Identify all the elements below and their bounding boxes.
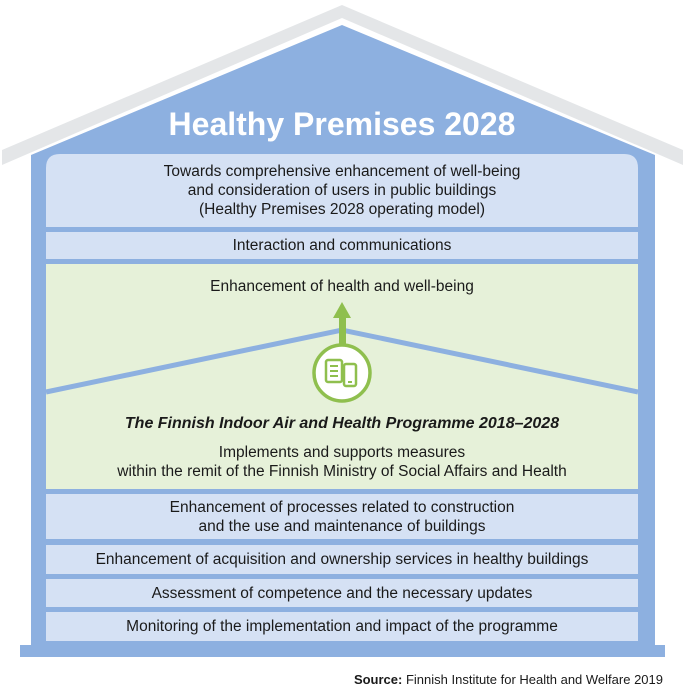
top-box-line1: Towards comprehensive enhancement of well-being xyxy=(163,163,521,180)
page-title: Healthy Premises 2028 xyxy=(168,105,516,142)
interaction-label: Interaction and communications xyxy=(232,237,452,254)
top-box-line2: and consideration of users in public buildings xyxy=(187,182,497,199)
programme-line1: Implements and supports measures xyxy=(218,444,466,461)
top-box-text xyxy=(46,157,638,224)
source-text: Finnish Institute for Health and Welfare 2019 xyxy=(405,672,663,687)
house-base xyxy=(20,645,665,657)
programme-line2: within the remit of the Finnish Ministry of Social Affairs and Health xyxy=(117,463,567,480)
programme-description xyxy=(46,440,638,484)
documents-icon xyxy=(314,345,370,401)
programme-title: The Finnish Indoor Air and Health Programme 2018–2028 xyxy=(124,414,560,432)
assessment-label: Assessment of competence and the necessary updates xyxy=(151,584,533,602)
enhancement-health-label: Enhancement of health and well-being xyxy=(210,277,474,295)
top-box-line3: (Healthy Premises 2028 operating model) xyxy=(198,201,485,218)
processes-line1: Enhancement of processes related to construction xyxy=(169,498,515,516)
source-credit xyxy=(354,672,663,687)
acquisition-label: Enhancement of acquisition and ownership services in healthy buildings xyxy=(95,551,589,568)
monitoring-label: Monitoring of the implementation and impact of the programme xyxy=(126,618,558,635)
processes-line2: and the use and maintenance of buildings xyxy=(198,517,486,535)
source-label: Source: xyxy=(353,672,403,687)
processes-label xyxy=(46,494,638,539)
